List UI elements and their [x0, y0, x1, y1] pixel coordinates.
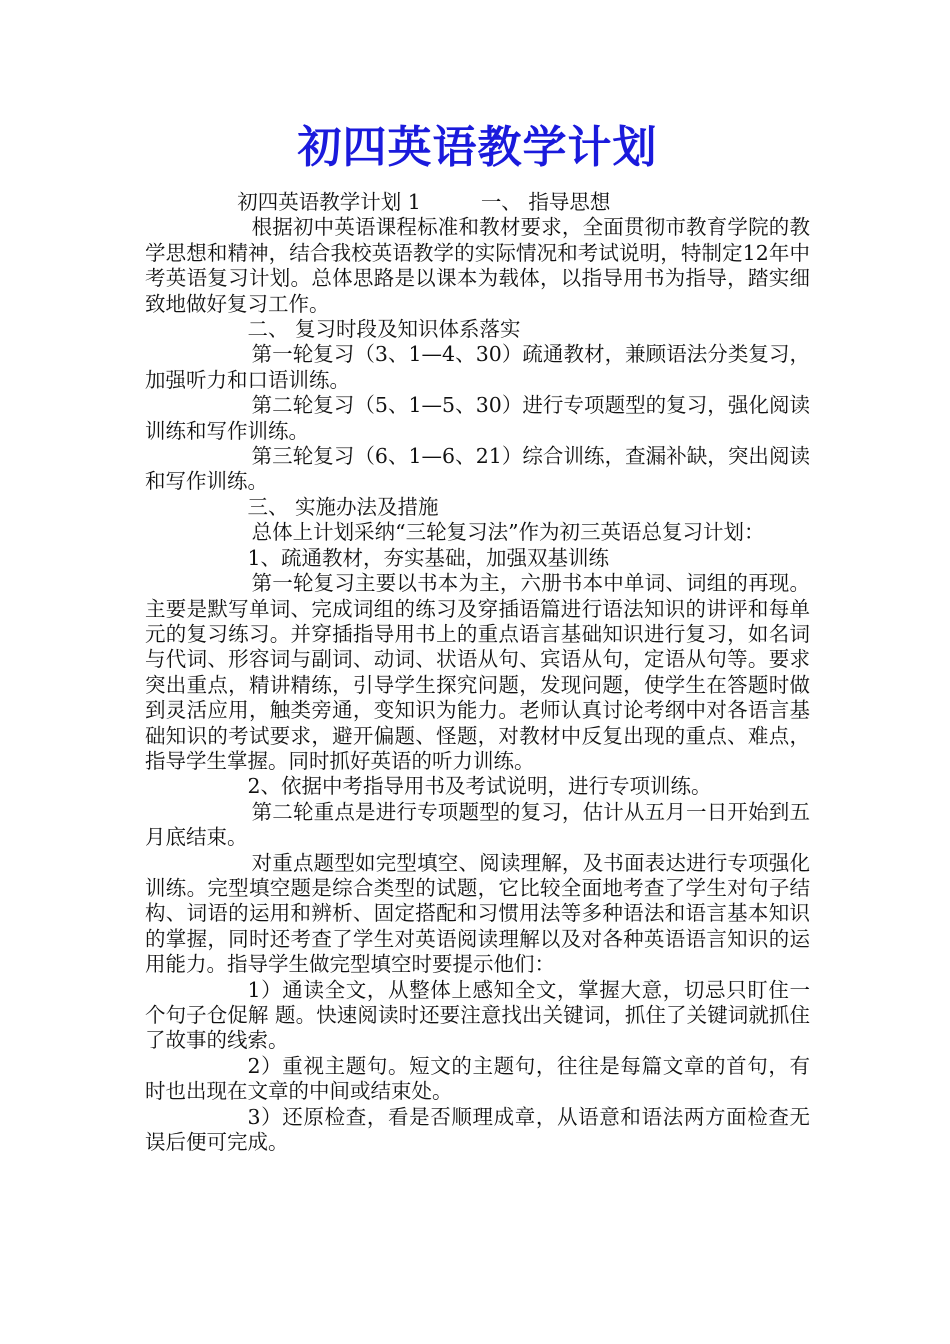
- document-page: [145, 118, 810, 1155]
- list-item-1: 1）通读全文，从整体上感知全文，掌握大意，切忌只盯住一个句子仓促解 题。快速阅读时还要注意找出关键词，抓住了关键词就抓住了故事的线索。: [145, 977, 810, 1053]
- paragraph: 第三轮复习（6、1—6、21）综合训练，查漏补缺，突出阅读和写作训练。: [145, 444, 810, 494]
- section-heading-1: 一、 指导思想: [480, 190, 611, 214]
- paragraph: 根据初中英语课程标准和教材要求，全面贯彻市教育学院的教学思想和精神，结合我校英语教学的实际情况和考试说明，特制定12年中考英语复习计划。总体思路是以课本为载体，以指导用书为指导，踏实细致地做好复习工作。: [145, 215, 810, 316]
- document-title: 初四英语教学计划: [297, 122, 658, 173]
- subheading-2: 2、依据中考指导用书及考试说明，进行专项训练。: [247, 774, 712, 799]
- paragraph: 第一轮复习主要以书本为主，六册书本中单词、词组的再现。主要是默写单词、完成词组的练习及穿插语篇进行语法知识的讲评和每单元的复习练习。并穿插指导用书上的重点语言基础知识进行复习，如名词与代词、形容词与副词、动词、状语从句、宾语从句，定语从句等。要求突出重点，精讲精练，引导学生探究问题，发现问题，使学生在答题时做到灵活应用，触类旁通，变知识为能力。老师认真讨论考纲中对各语言基础知识的考试要求，避开偏题、怪题，对教材中反复出现的重点、难点，指导学生掌握。同时抓好英语的听力训练。: [145, 571, 810, 773]
- paragraph: 第二轮复习（5、1—5、30）进行专项题型的复习，强化阅读训练和写作训练。: [145, 393, 810, 443]
- plan-number-heading: 初四英语教学计划 1: [237, 190, 421, 214]
- first-line: [145, 190, 810, 215]
- subheading-1: 1、疏通教材，夯实基础，加强双基训练: [247, 545, 610, 570]
- section-heading-2: 二、 复习时段及知识体系落实: [247, 317, 521, 342]
- list-item-3: 3）还原检查，看是否顺理成章，从语意和语法两方面检查无误后便可完成。: [145, 1104, 810, 1155]
- paragraph: 第二轮重点是进行专项题型的复习，估计从五月一日开始到五月底结束。: [145, 799, 810, 850]
- document-body: [145, 190, 810, 1155]
- paragraph: 第一轮复习（3、1—4、30）疏通教材，兼顾语法分类复习，加强听力和口语训练。: [145, 342, 810, 392]
- paragraph: 对重点题型如完型填空、阅读理解，及书面表达进行专项强化训练。完型填空题是综合类型的试题，它比较全面地考查了学生对句子结构、词语的运用和辨析、固定搭配和习惯用法等多种语法和语言基本知识的掌握，同时还考查了学生对英语阅读理解以及对各种英语语言知识的运用能力。指导学生做完型填空时要提示他们：: [145, 850, 810, 977]
- list-item-2: 2）重视主题句。短文的主题句，往往是每篇文章的首句，有时也出现在文章的中间或结束处。: [145, 1053, 810, 1104]
- paragraph: 总体上计划采纳“三轮复习法”作为初三英语总复习计划：: [251, 520, 765, 545]
- section-heading-3: 三、 实施办法及措施: [247, 494, 439, 519]
